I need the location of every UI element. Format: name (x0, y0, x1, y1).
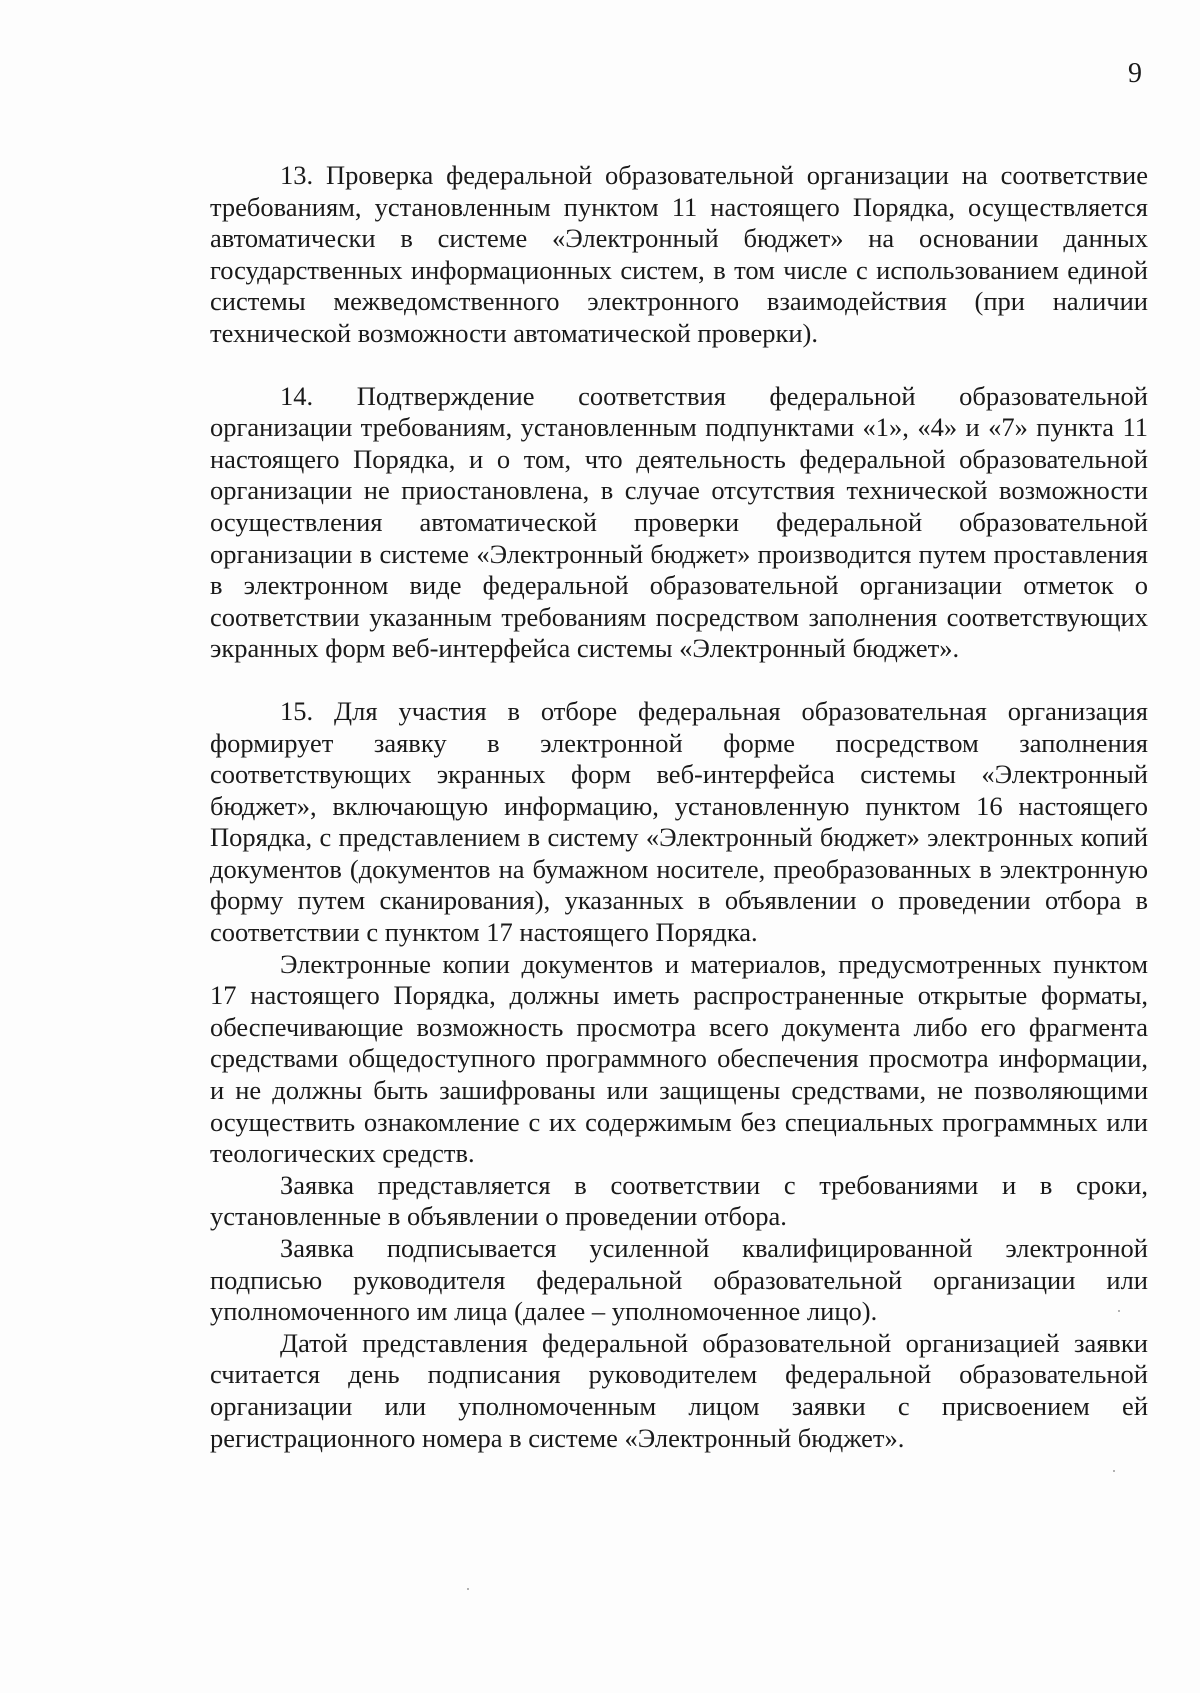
paragraph-15-signature: Заявка подписывается усиленной квалифицированной электронной подписью руководителя федеральной образовательной организации или уполномоченного им лица (далее – уполномоченное лицо). (210, 1233, 1148, 1327)
scan-speck (1118, 1310, 1120, 1312)
document-body (210, 160, 1148, 1454)
paragraph-15-submission-terms: Заявка представляется в соответствии с требованиями и в сроки, установленные в объявлении о проведении отбора. (210, 1169, 1148, 1232)
paragraph-15-electronic-copies: Электронные копии документов и материалов, предусмотренных пунктом 17 настоящего Порядка, должны иметь распространенные открытые форматы, обеспечивающие возможность просмотра всего документа либо его фрагмента средствами общедоступного программного обеспечения просмотра информации, и не должны быть зашифрованы или защищены средствами, не позволяющими осуществить ознакомление с их содержимым без специальных программных или теологических средств. (210, 948, 1148, 1169)
scan-speck (1113, 1470, 1115, 1472)
page-number: 9 (1128, 58, 1142, 89)
scan-speck (467, 1588, 469, 1590)
paragraph-13: 13. Проверка федеральной образовательной организации на соответствие требованиям, установленным пунктом 11 настоящего Порядка, осуществляется автоматически в системе «Электронный бюджет» на основании данных государственных информационных систем, в том числе с использованием единой системы межведомственного электронного взаимодействия (при наличии технической возможности автоматической проверки). (210, 160, 1148, 348)
paragraph-15-submission-date: Датой представления федеральной образовательной организацией заявки считается день подписания руководителем федеральной образовательной организации или уполномоченным лицом заявки с присвоением ей регистрационного номера в системе «Электронный бюджет». (210, 1327, 1148, 1453)
section-gap (210, 350, 1148, 381)
paragraph-15: 15. Для участия в отборе федеральная образовательная организация формирует заявку в электронной форме посредством заполнения соответствующих экранных форм веб-интерфейса системы «Электронный бюджет», включающую информацию, установленную пунктом 16 настоящего Порядка, с представлением в систему «Электронный бюджет» электронных копий документов (документов на бумажном носителе, преобразованных в электронную форму путем сканирования), указанных в объявлении о проведении отбора в соответствии с пунктом 17 настоящего Порядка. (210, 695, 1148, 948)
paragraph-14: 14. Подтверждение соответствия федеральной образовательной организации требованиям, установленным подпунктами «1», «4» и «7» пункта 11 настоящего Порядка, и о том, что деятельность федеральной образовательной организации не приостановлена, в случае отсутствия технической возможности осуществления автоматической проверки федеральной образовательной организации в системе «Электронный бюджет» производится путем проставления в электронном виде федеральной образовательной организации отметок о соответствии указанным требованиям посредством заполнения соответствующих экранных форм веб-интерфейса системы «Электронный бюджет». (210, 380, 1148, 664)
section-gap (210, 665, 1148, 696)
